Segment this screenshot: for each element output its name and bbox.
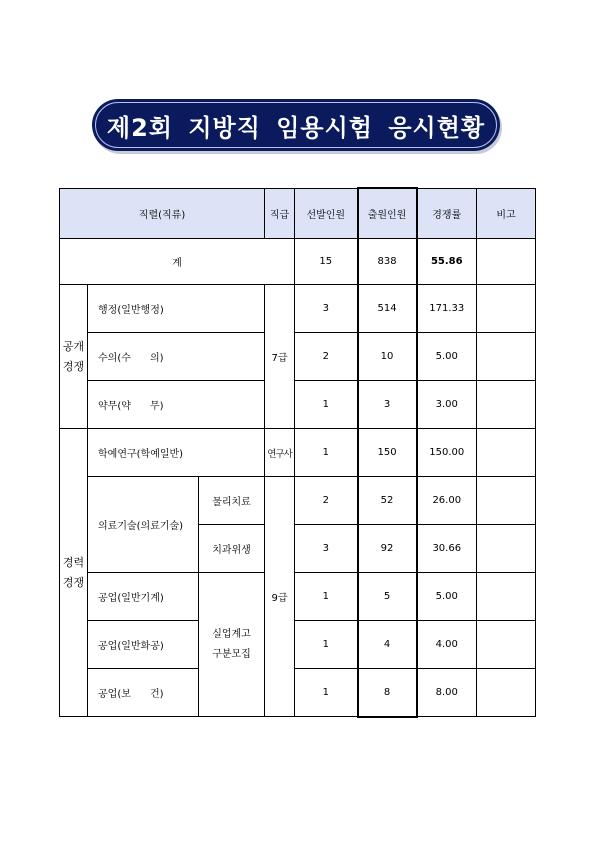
- table-row: [60, 573, 536, 621]
- table-row: [60, 477, 536, 525]
- row-ratio: 171.33: [417, 285, 477, 333]
- grade-7: 7급: [265, 285, 295, 429]
- row-selected: 1: [295, 573, 358, 621]
- row-applicants: 150: [358, 429, 417, 477]
- header-selected: 선발인원: [295, 188, 358, 239]
- page-title: 제2회 지방직 임용시험 응시현황: [106, 113, 486, 142]
- status-table: [59, 187, 536, 718]
- row-selected: 2: [295, 477, 358, 525]
- header-applicants: 출원인원: [358, 188, 417, 239]
- row-applicants: 10: [358, 333, 417, 381]
- row-selected: 1: [295, 669, 358, 717]
- row-applicants: 4: [358, 621, 417, 669]
- total-selected: 15: [295, 239, 358, 285]
- total-label: 계: [60, 239, 295, 285]
- header-grade: 직급: [265, 188, 295, 239]
- row-ratio: 4.00: [417, 621, 477, 669]
- row-job: 수의(수 의): [88, 333, 265, 381]
- row-ratio: 3.00: [417, 381, 477, 429]
- group-career: [60, 429, 88, 717]
- row-ratio: 150.00: [417, 429, 477, 477]
- row-applicants: 514: [358, 285, 417, 333]
- header-ratio: 경쟁률: [417, 188, 477, 239]
- table-row: [60, 429, 536, 477]
- row-sub: 치과위생: [199, 525, 265, 573]
- row-note: [477, 477, 536, 525]
- row-selected: 2: [295, 333, 358, 381]
- row-job: 학예연구(학예일반): [88, 429, 265, 477]
- row-job: 공업(보 건): [88, 669, 199, 717]
- total-applicants: 838: [358, 239, 417, 285]
- row-ratio: 5.00: [417, 573, 477, 621]
- subgroup-unemployment-label: 실업계고 구분모집: [212, 628, 251, 660]
- group-open: [60, 285, 88, 429]
- row-selected: 3: [295, 525, 358, 573]
- title-banner: [92, 99, 500, 151]
- row-sub: 물리치료: [199, 477, 265, 525]
- table-row: [60, 621, 536, 669]
- header-note: 비고: [477, 188, 536, 239]
- table-row: [60, 333, 536, 381]
- table-row: [60, 285, 536, 333]
- row-ratio: 26.00: [417, 477, 477, 525]
- row-selected: 1: [295, 621, 358, 669]
- row-note: [477, 621, 536, 669]
- row-job: 공업(일반기계): [88, 573, 199, 621]
- header-row: [60, 188, 536, 239]
- row-applicants: 5: [358, 573, 417, 621]
- row-selected: 1: [295, 381, 358, 429]
- row-note: [477, 669, 536, 717]
- subgroup-unemployment: [199, 573, 265, 717]
- table-row: [60, 669, 536, 717]
- row-job: 행정(일반행정): [88, 285, 265, 333]
- total-row: [60, 239, 536, 285]
- grade-9: 9급: [265, 477, 295, 717]
- row-selected: 1: [295, 429, 358, 477]
- row-applicants: 3: [358, 381, 417, 429]
- row-applicants: 8: [358, 669, 417, 717]
- total-note: [477, 239, 536, 285]
- row-note: [477, 525, 536, 573]
- row-note: [477, 381, 536, 429]
- row-ratio: 30.66: [417, 525, 477, 573]
- grade-researcher: 연구사: [265, 429, 295, 477]
- row-ratio: 5.00: [417, 333, 477, 381]
- total-ratio: 55.86: [417, 239, 477, 285]
- row-note: [477, 429, 536, 477]
- row-applicants: 52: [358, 477, 417, 525]
- header-job: 직렬(직류): [60, 188, 265, 239]
- row-job: 공업(일반화공): [88, 621, 199, 669]
- table-row: [60, 381, 536, 429]
- row-applicants: 92: [358, 525, 417, 573]
- row-note: [477, 285, 536, 333]
- row-note: [477, 573, 536, 621]
- row-job: 약무(약 무): [88, 381, 265, 429]
- row-ratio: 8.00: [417, 669, 477, 717]
- group-open-label: 공개 경쟁: [62, 339, 85, 373]
- subgroup-medical: 의료기술(의료기술): [88, 477, 199, 573]
- row-note: [477, 333, 536, 381]
- group-career-label: 경력 경쟁: [62, 555, 85, 589]
- row-selected: 3: [295, 285, 358, 333]
